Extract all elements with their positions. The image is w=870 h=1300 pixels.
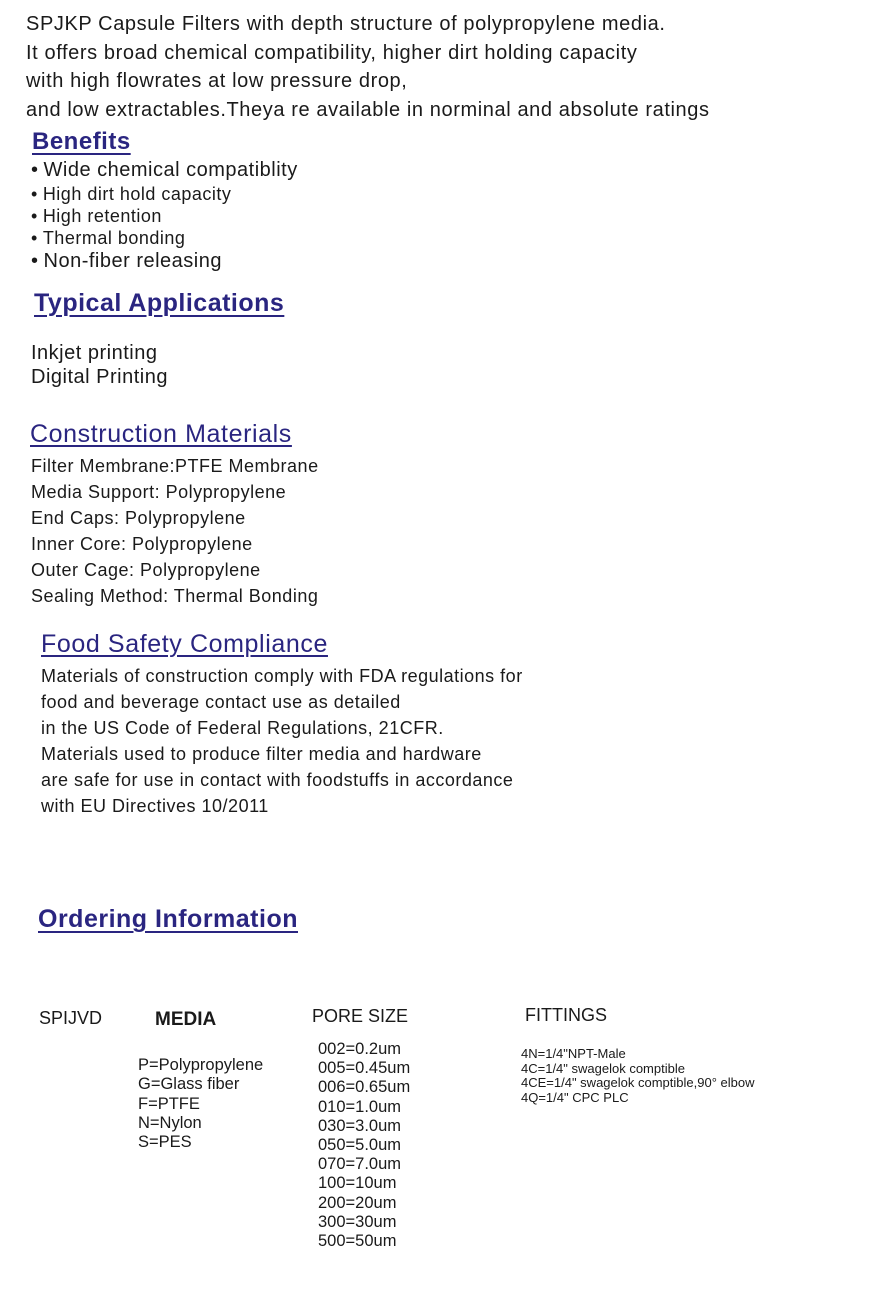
list-item: 030=3.0um: [318, 1116, 402, 1135]
list-item: • Thermal bonding: [31, 227, 298, 249]
list-item: Sealing Method: Thermal Bonding: [31, 586, 319, 606]
list-item: 4N=1/4"NPT-Male: [521, 1046, 626, 1061]
text-line: Materials of construction comply with FDA regulations for: [41, 666, 523, 686]
ordering-prefix: SPIJVD: [39, 1008, 103, 1028]
list-item: F=PTFE: [138, 1094, 200, 1113]
list-item: N=Nylon: [138, 1113, 202, 1132]
text-line: food and beverage contact use as detailed: [41, 692, 401, 712]
media-label: MEDIA: [155, 1009, 217, 1030]
construction-heading: Construction Materials: [30, 420, 292, 448]
list-item: 002=0.2um: [318, 1040, 402, 1058]
applications-list: [31, 341, 168, 389]
ordering-heading: Ordering Information: [38, 905, 298, 933]
list-item: Filter Membrane:PTFE Membrane: [31, 456, 319, 476]
list-item: 050=5.0um: [318, 1136, 402, 1155]
list-item: • High dirt hold capacity: [31, 183, 298, 205]
list-item: End Caps: Polypropylene: [31, 508, 246, 528]
pore-size-options: [318, 1040, 410, 1251]
list-item: 4Q=1/4" CPC PLC: [521, 1089, 629, 1105]
list-item: 300=30um: [318, 1212, 397, 1231]
list-item: 200=20um: [318, 1193, 397, 1212]
text-line: with EU Directives 10/2011: [41, 796, 269, 816]
list-item: 4C=1/4" swagelok comptible: [521, 1060, 685, 1076]
list-item: • High retention: [31, 205, 298, 227]
list-item: G=Glass fiber: [138, 1075, 240, 1094]
text-line: are safe for use in contact with foodstuffs in accordance: [41, 770, 514, 790]
list-item: • Wide chemical compatiblity: [31, 158, 298, 183]
list-item: 005=0.45um: [318, 1059, 411, 1078]
applications-heading: Typical Applications: [34, 289, 285, 317]
construction-list: [31, 453, 319, 609]
list-item: Inkjet printing: [31, 342, 158, 364]
list-item: Inner Core: Polypropylene: [31, 534, 253, 554]
list-item: 4CE=1/4" swagelok comptible,90° elbow: [521, 1075, 755, 1091]
benefits-list: [31, 158, 298, 274]
intro-paragraph: [26, 10, 710, 124]
list-item: 070=7.0um: [318, 1155, 402, 1174]
list-item: 100=10um: [318, 1174, 397, 1193]
intro-line: SPJKP Capsule Filters with depth structure of polypropylene media.: [26, 13, 666, 35]
list-item: • Non-fiber releasing: [31, 249, 298, 274]
list-item: 010=1.0um: [318, 1097, 402, 1116]
list-item: Digital Printing: [31, 366, 168, 388]
fittings-options: [521, 1047, 754, 1105]
list-item: 006=0.65um: [318, 1078, 411, 1097]
list-item: S=PES: [138, 1133, 192, 1152]
list-item: P=Polypropylene: [138, 1056, 264, 1074]
intro-line: It offers broad chemical compatibility, higher dirt holding capacity: [26, 41, 638, 64]
pore-size-label: PORE SIZE: [312, 1006, 409, 1026]
benefits-heading: Benefits: [32, 128, 131, 155]
intro-line: with high flowrates at low pressure drop,: [26, 70, 408, 92]
intro-line: and low extractables.Theya re available in norminal and absolute ratings: [26, 98, 710, 121]
text-line: Materials used to produce filter media and hardware: [41, 744, 482, 764]
food-safety-text: [41, 663, 523, 819]
list-item: Media Support: Polypropylene: [31, 482, 287, 502]
list-item: Outer Cage: Polypropylene: [31, 560, 261, 580]
food-safety-heading: Food Safety Compliance: [41, 630, 328, 658]
fittings-label: FITTINGS: [525, 1005, 607, 1025]
media-options: [138, 1056, 263, 1152]
list-item: 500=50um: [318, 1232, 397, 1251]
text-line: in the US Code of Federal Regulations, 21CFR.: [41, 718, 444, 738]
